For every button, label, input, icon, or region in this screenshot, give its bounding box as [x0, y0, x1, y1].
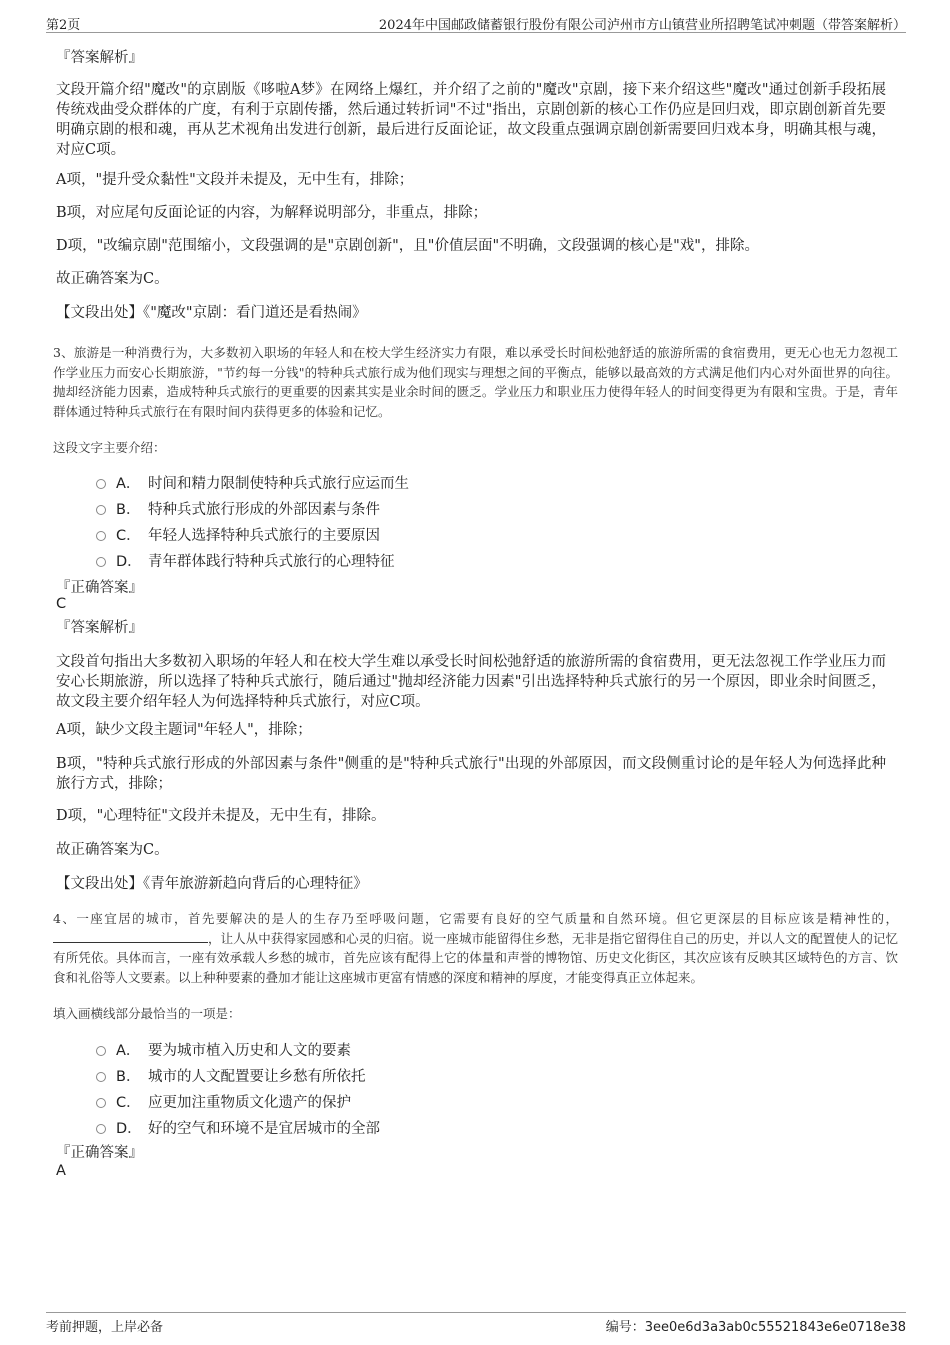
option-b[interactable]	[96, 495, 409, 521]
correct-answer-label: 『正确答案』	[56, 1145, 143, 1161]
question-3-options	[96, 469, 409, 573]
page-header	[46, 12, 906, 33]
fill-in-blank	[53, 930, 208, 943]
option-text: 时间和精力限制使特种兵式旅行应运而生	[148, 475, 409, 492]
question-4-text-part-1: 4、一座宜居的城市，首先要解决的是人的生存乃至呼吸问题，它需要有良好的空气质量和自然环境。但它更深层的目标应该是精神性的，	[53, 911, 898, 926]
analysis-option-d: D项，"改编京剧"范围缩小，文段强调的是"京剧创新"，且"价值层面"不明确，文段强调的核心是"戏"，排除。	[56, 238, 759, 254]
radio-button-icon[interactable]	[96, 557, 106, 567]
option-text: 年轻人选择特种兵式旅行的主要原因	[148, 527, 380, 544]
question-4-text-part-2: ，让人从中获得家园感和心灵的归宿。说一座城市能留得住乡愁，无非是指它留得住自己的历史，并以人文的配置使人的记忆有所凭依。具体而言，一座有效承载人乡愁的城市，首先应该有配得上它的体量和声誉的博物馆、历史文化街区，其次应该有反映其区域特色的方言、饮食和礼俗等人文要素。以上种种要素的叠加才能让这座城市更富有情感的深度和精神的厚度，才能变得真正立体起来。	[53, 930, 898, 985]
question-4-prompt: 填入画横线部分最恰当的一项是：	[53, 1006, 241, 1021]
option-key: C．	[116, 527, 141, 544]
question-4-options	[96, 1036, 380, 1140]
analysis-option-d: D项，"心理特征"文段并未提及，无中生有，排除。	[56, 808, 386, 824]
radio-button-icon[interactable]	[96, 1072, 106, 1082]
radio-button-icon[interactable]	[96, 479, 106, 489]
analysis-source: 【文段出处】《青年旅游新趋向背后的心理特征》	[56, 876, 368, 892]
analysis-label: 『答案解析』	[56, 50, 143, 66]
option-text: 城市的人文配置要让乡愁有所依托	[148, 1068, 366, 1085]
footer-slogan: 考前押题，上岸必备	[46, 1320, 164, 1335]
option-d[interactable]	[96, 1114, 380, 1140]
option-a[interactable]	[96, 469, 409, 495]
analysis-option-a: A项，"提升受众黏性"文段并未提及，无中生有，排除；	[56, 172, 414, 188]
page-footer	[46, 1312, 906, 1333]
correct-answer: A	[56, 1163, 66, 1179]
analysis-option-b: B项，对应尾句反面论证的内容，为解释说明部分，非重点，排除；	[56, 205, 488, 221]
page-number: 第2页	[46, 18, 81, 33]
analysis-text: 文段首句指出大多数初入职场的年轻人和在校大学生难以承受长时间松弛舒适的旅游所需的食宿费用，更无法忽视工作学业压力而安心长期旅游，所以选择了特种兵式旅行，随后通过"抛却经济能力因素"引出选择特种兵式旅行的另一个原因，即业余时间匮乏，故文段主要介绍年轻人为何选择特种兵式旅行，对应C项。	[56, 654, 886, 710]
document-title: 2024年中国邮政储蓄银行股份有限公司泸州市方山镇营业所招聘笔试冲刺题（带答案解析）	[378, 18, 906, 33]
option-c[interactable]	[96, 1088, 380, 1114]
document-id-label: 编号：	[605, 1320, 645, 1335]
analysis-source: 【文段出处】《"魔改"京剧：看门道还是看热闹》	[56, 305, 367, 321]
option-c[interactable]	[96, 521, 409, 547]
option-key: B．	[116, 1068, 141, 1085]
option-key: D．	[116, 553, 142, 570]
question-4-text	[53, 909, 898, 987]
option-key: C．	[116, 1094, 141, 1111]
analysis-option-b: B项，"特种兵式旅行形成的外部因素与条件"侧重的是"特种兵式旅行"出现的外部原因，而文段侧重讨论的是年轻人为何选择此种旅行方式，排除；	[56, 756, 886, 792]
option-key: B．	[116, 501, 141, 518]
option-text: 要为城市植入历史和人文的要素	[148, 1042, 351, 1059]
option-b[interactable]	[96, 1062, 380, 1088]
option-text: 青年群体践行特种兵式旅行的心理特征	[148, 553, 395, 570]
option-key: A．	[116, 1042, 141, 1059]
radio-button-icon[interactable]	[96, 1098, 106, 1108]
radio-button-icon[interactable]	[96, 505, 106, 515]
option-key: D．	[116, 1120, 142, 1137]
option-a[interactable]	[96, 1036, 380, 1062]
option-d[interactable]	[96, 547, 409, 573]
correct-answer-label: 『正确答案』	[56, 580, 143, 596]
correct-answer: C	[56, 596, 67, 612]
option-text: 应更加注重物质文化遗产的保护	[148, 1094, 351, 1111]
option-key: A．	[116, 475, 141, 492]
radio-button-icon[interactable]	[96, 1124, 106, 1134]
document-id	[606, 1316, 906, 1335]
analysis-text: 文段开篇介绍"魔改"的京剧版《哆啦A梦》在网络上爆红，并介绍了之前的"魔改"京剧，接下来介绍这些"魔改"通过创新手段拓展传统戏曲受众群体的广度，有利于京剧传播，然后通过转折词"不过"指出，京剧创新的核心工作仍应是回归戏，即京剧创新首先要明确京剧的根和魂，再从艺术视角出发进行创新，最后进行反面论证，故文段重点强调京剧创新需要回归戏本身，明确其根与魂，对应C项。	[56, 82, 886, 158]
analysis-option-a: A项，缺少文段主题词"年轻人"，排除；	[56, 722, 312, 738]
radio-button-icon[interactable]	[96, 1046, 106, 1056]
question-3-text: 3、旅游是一种消费行为，大多数初入职场的年轻人和在校大学生经济实力有限，难以承受长时间松弛舒适的旅游所需的食宿费用，更无心也无力忽视工作学业压力而安心长期旅游，"节约每一分钱"的特种兵式旅行成为他们现实与理想之间的平衡点，能够以最高效的方式满足他们内心对外面世界的向往。抛却经济能力因素，造成特种兵式旅行的更重要的因素其实是业余时间的匮乏。学业压力和职业压力使得年轻人的时间变得更为有限和宝贵。于是，青年群体通过特种兵式旅行在有限时间内获得更多的体验和记忆。	[53, 345, 898, 419]
analysis-label: 『答案解析』	[56, 620, 143, 636]
analysis-conclusion: 故正确答案为C。	[56, 842, 169, 858]
option-text: 特种兵式旅行形成的外部因素与条件	[148, 501, 380, 518]
document-id-value: 3ee0e6d3a3ab0c55521843e6e0718e38	[644, 1320, 906, 1335]
question-3-prompt: 这段文字主要介绍：	[53, 440, 166, 455]
option-text: 好的空气和环境不是宜居城市的全部	[148, 1120, 380, 1137]
radio-button-icon[interactable]	[96, 531, 106, 541]
analysis-conclusion: 故正确答案为C。	[56, 271, 169, 287]
